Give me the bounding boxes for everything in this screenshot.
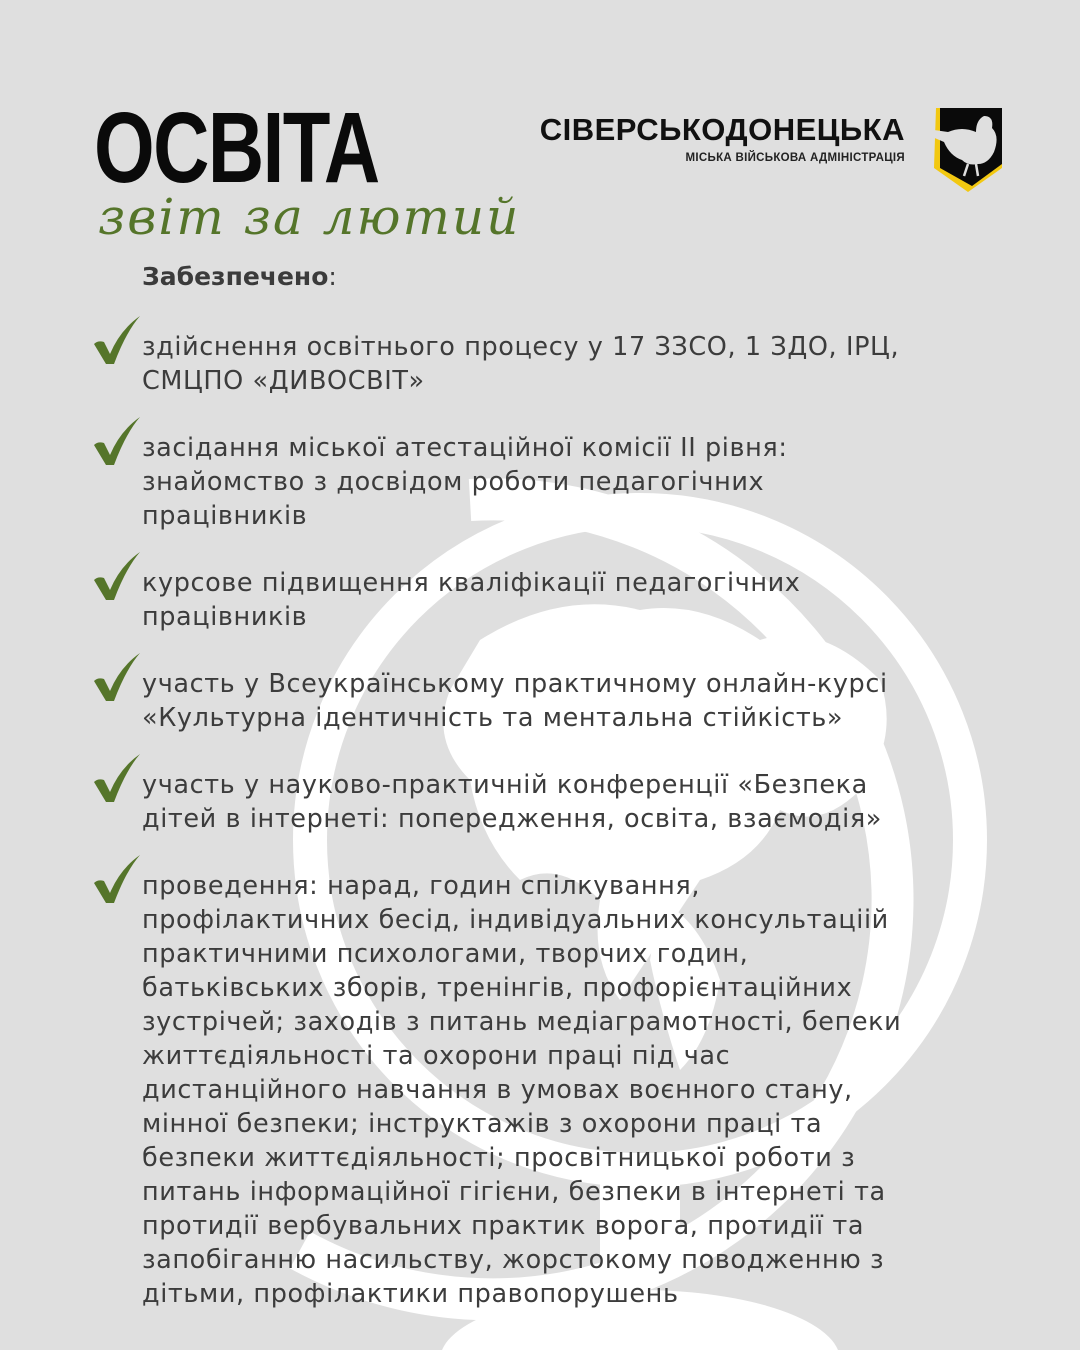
intro-suffix: : [328, 262, 337, 291]
list-item [92, 768, 1012, 836]
checkmark-icon [92, 853, 142, 905]
checkmark-icon [92, 752, 142, 804]
list-item-text: курсове підвищення кваліфікації педагогічних працівників [142, 568, 801, 632]
list-item [92, 566, 1012, 634]
page-subtitle: звіт за лютий [98, 188, 521, 246]
brand-subtitle: МІСЬКА ВІЙСЬКОВА АДМІНІСТРАЦІЯ [685, 152, 905, 164]
checkmark-icon [92, 314, 142, 366]
intro-label: Забезпечено [142, 262, 329, 291]
checkmark-icon [92, 550, 142, 602]
list-item [92, 667, 1012, 735]
dove-shield-emblem-icon [928, 106, 1008, 194]
list-item [92, 431, 1012, 533]
list-item-text: здійснення освітнього процесу у 17 ЗЗСО, 1 ЗДО, ІРЦ, СМЦПО «ДИВОСВІТ» [142, 332, 900, 396]
list-item [92, 869, 1012, 1311]
brand-name: СІВЕРСЬКОДОНЕЦЬКА [539, 112, 905, 147]
list-item [92, 330, 1012, 398]
list-item-text: участь у Всеукраїнському практичному онлайн-курсі «Культурна ідентичність та ментальна стійкість» [142, 669, 888, 733]
list-item-text: участь у науково-практичній конференції «Безпека дітей в інтернеті: попередження, освіта, взаємодія» [142, 770, 882, 834]
achievements-list [92, 330, 1012, 1344]
list-item-text: засідання міської атестаційної комісії ІІ рівня: знайомство з досвідом роботи педагогічних працівників [142, 433, 788, 531]
checkmark-icon [92, 415, 142, 467]
checkmark-icon [92, 651, 142, 703]
list-item-text: проведення: нарад, годин спілкування, профілактичних бесід, індивідуальних консультаціій практичними психологами, творчих годин, батьківських зборів, тренінгів, профорієнтаційних зустрічей; заходів з питань медіаграмотності, бепеки життєдіяльності та охорони праці під час дистанційного навчання в умовах воєнного стану, мінної безпеки; інструктажів з охорони праці та безпеки життєдіяльності; просвітницької роботи з питань інформаційної гігієни, безпеки в інтернеті та протидії вербувальних практик ворога, протидії та запобіганню насильству, жорстокому поводженню з дітьми, профілактики правопорушень [142, 871, 902, 1309]
page-title: ОСВІТА [94, 92, 379, 204]
intro-line [142, 262, 337, 291]
brand-block [540, 112, 905, 164]
